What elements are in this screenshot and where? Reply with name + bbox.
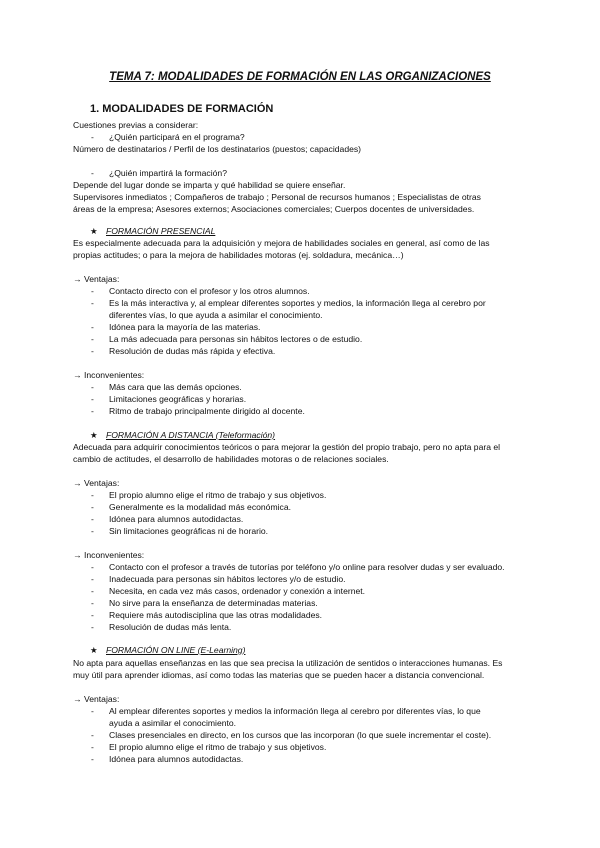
list-item: Idónea para alumnos autodidactas.: [109, 514, 244, 524]
ventajas-label: → Ventajas:: [73, 478, 120, 488]
list-item: Generalmente es la modalidad más económica.: [109, 502, 291, 512]
bullet-dash: -: [91, 132, 94, 142]
bullet-dash: -: [91, 298, 94, 308]
section-description-line: No apta para aquellas enseñanzas en las que sea precisa la utilización de sentidos o interacciones humanas. Es: [73, 658, 503, 668]
section-label: FORMACIÓN ON LINE (E-Learning): [106, 645, 246, 655]
list-item: Resolución de dudas más lenta.: [109, 622, 232, 632]
bullet-dash: -: [91, 742, 94, 752]
bullet-dash: -: [91, 322, 94, 332]
bullet-dash: -: [91, 526, 94, 536]
bullet-dash: -: [91, 490, 94, 500]
bullet-dash: -: [91, 586, 94, 596]
list-item: El propio alumno elige el ritmo de trabajo y sus objetivos.: [109, 742, 327, 752]
list-item: Idónea para alumnos autodidactas.: [109, 754, 244, 764]
page-title: TEMA 7: MODALIDADES DE FORMACIÓN EN LAS ORGANIZACIONES: [109, 71, 491, 83]
question-2-answer-line: áreas de la empresa; Asesores externos; Asociaciones comerciales; Cuerpos docentes de universidades.: [73, 204, 475, 214]
bullet-dash: -: [91, 706, 94, 716]
inconvenientes-label: → Inconvenientes:: [73, 370, 145, 380]
bullet-dash: -: [91, 622, 94, 632]
list-item: Contacto directo con el profesor y los otros alumnos.: [109, 286, 310, 296]
list-item: Más cara que las demás opciones.: [109, 382, 242, 392]
section-description-line: muy útil para aprender idiomas, así como todas las materias que se pueden hacer a distancia convencional.: [73, 670, 485, 680]
list-item: Contacto con el profesor a través de tutorías por teléfono y/o online para resolver dudas y ser evaluado.: [109, 562, 505, 572]
section-description-line: propias actitudes; o para la mejora de habilidades motoras (ej. soldadura, mecánica…): [73, 250, 404, 260]
bullet-dash: -: [91, 574, 94, 584]
star-icon: ★: [90, 645, 98, 655]
section-distancia: [90, 430, 275, 441]
list-item: Limitaciones geográficas y horarias.: [109, 394, 247, 404]
bullet-dash: -: [91, 286, 94, 296]
list-item: No sirve para la enseñanza de determinadas materias.: [109, 598, 318, 608]
list-item: La más adecuada para personas sin hábitos lectores o de estudio.: [109, 334, 363, 344]
section-heading: 1. MODALIDADES DE FORMACIÓN: [90, 103, 274, 115]
list-item: Necesita, en cada vez más casos, ordenador y conexión a internet.: [109, 586, 366, 596]
bullet-dash: -: [91, 168, 94, 178]
list-item: Es la más interactiva y, al emplear diferentes soportes y medios, la información llega al cerebro por: [109, 298, 486, 308]
list-item-continuation: ayuda a asimilar el conocimiento.: [109, 718, 237, 728]
bullet-dash: -: [91, 502, 94, 512]
list-item: Al emplear diferentes soportes y medios la información llega al cerebro por diferentes vías, lo que: [109, 706, 481, 716]
list-item: Clases presenciales en directo, en los cursos que las incorporan (lo que suele incrementar el coste).: [109, 730, 492, 740]
section-presencial: [90, 226, 215, 237]
section-online: [90, 645, 245, 656]
list-item: Ritmo de trabajo principalmente dirigido al docente.: [109, 406, 305, 416]
bullet-dash: -: [91, 598, 94, 608]
bullet-dash: -: [91, 406, 94, 416]
list-item: Requiere más autodisciplina que las otras modalidades.: [109, 610, 323, 620]
bullet-dash: -: [91, 334, 94, 344]
question-1-answer: Número de destinatarios / Perfil de los destinatarios (puestos; capacidades): [73, 144, 362, 154]
question-2-answer-line: Supervisores inmediatos ; Compañeros de trabajo ; Personal de recursos humanos ; Especialistas de otras: [73, 192, 481, 202]
bullet-dash: -: [91, 754, 94, 764]
bullet-dash: -: [91, 610, 94, 620]
list-item: Idónea para la mayoría de las materias.: [109, 322, 261, 332]
star-icon: ★: [90, 430, 98, 440]
star-icon: ★: [90, 226, 98, 236]
question-2: ¿Quién impartirá la formación?: [109, 168, 227, 178]
inconvenientes-label: → Inconvenientes:: [73, 550, 145, 560]
ventajas-label: → Ventajas:: [73, 274, 120, 284]
list-item: Resolución de dudas más rápida y efectiva.: [109, 346, 276, 356]
bullet-dash: -: [91, 394, 94, 404]
ventajas-label: → Ventajas:: [73, 694, 120, 704]
bullet-dash: -: [91, 514, 94, 524]
question-1: ¿Quién participará en el programa?: [109, 132, 245, 142]
bullet-dash: -: [91, 346, 94, 356]
bullet-dash: -: [91, 730, 94, 740]
section-description-line: Adecuada para adquirir conocimientos teóricos o para mejorar la gestión del propio trabajo, pero no apta para el: [73, 442, 501, 452]
section-label: FORMACIÓN PRESENCIAL: [106, 226, 216, 236]
question-2-answer-line: Depende del lugar donde se imparta y qué habilidad se quiere enseñar.: [73, 180, 346, 190]
section-label: FORMACIÓN A DISTANCIA (Teleformación): [106, 430, 276, 440]
bullet-dash: -: [91, 562, 94, 572]
intro-text: Cuestiones previas a considerar:: [73, 120, 199, 130]
bullet-dash: -: [91, 382, 94, 392]
section-description-line: cambio de actitudes, el desarrollo de habilidades motoras o de relaciones sociales.: [73, 454, 389, 464]
section-description-line: Es especialmente adecuada para la adquisición y mejora de habilidades sociales en general, así como de las: [73, 238, 490, 248]
list-item: Inadecuada para personas sin hábitos lectores y/o de estudio.: [109, 574, 346, 584]
list-item: Sin limitaciones geográficas ni de horario.: [109, 526, 269, 536]
list-item-continuation: diferentes vías, lo que ayuda a asimilar el conocimiento.: [109, 310, 323, 320]
list-item: El propio alumno elige el ritmo de trabajo y sus objetivos.: [109, 490, 327, 500]
